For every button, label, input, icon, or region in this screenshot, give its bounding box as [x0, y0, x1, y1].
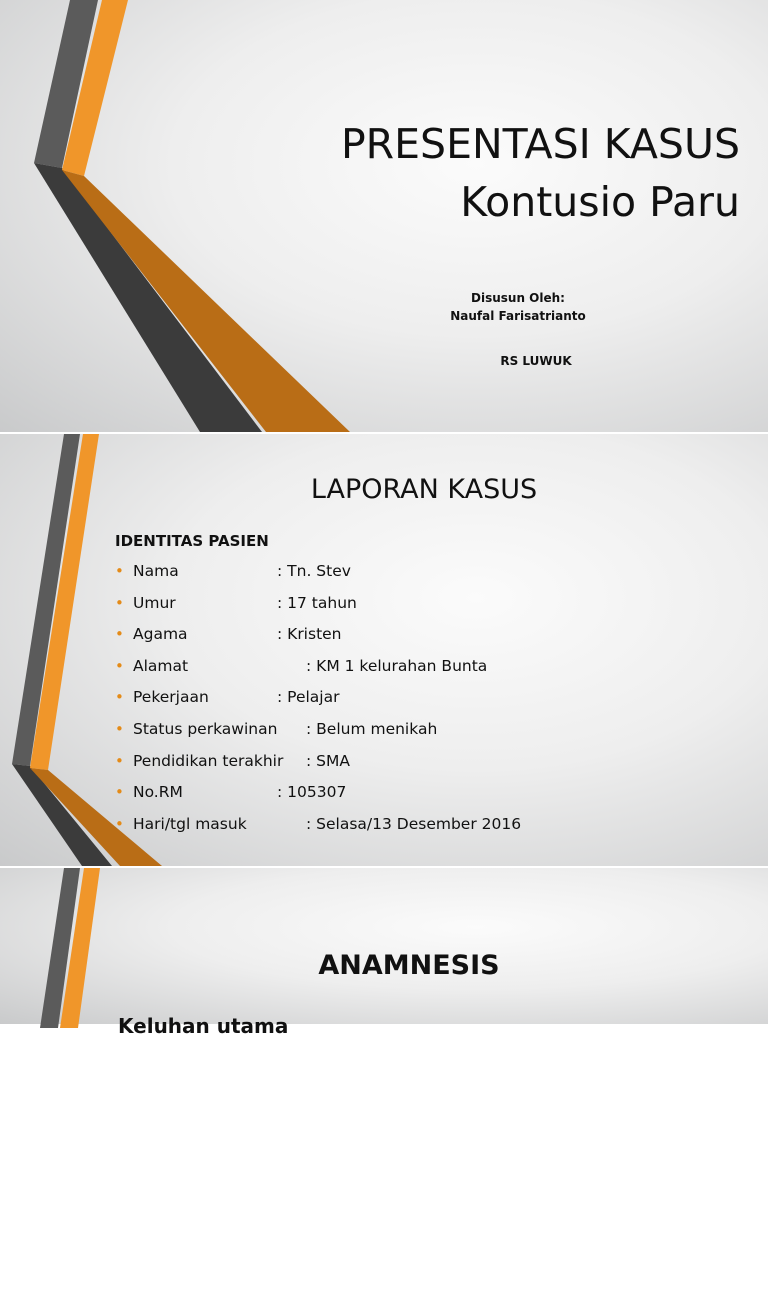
- item-value: : Belum menikah: [306, 719, 438, 738]
- bullet-icon: •: [115, 656, 124, 675]
- bullet-icon: •: [115, 562, 124, 580]
- list-item: [115, 657, 521, 689]
- list-item: [115, 625, 521, 657]
- slide-anamnesis: [0, 868, 768, 1038]
- list-item: [115, 783, 521, 815]
- list-item: [115, 720, 521, 752]
- bullet-icon: •: [115, 751, 124, 770]
- item-value: : 105307: [277, 783, 347, 802]
- author-name: Naufal Farisatrianto: [450, 309, 586, 323]
- slide-title: [0, 0, 768, 432]
- list-item: [115, 562, 521, 594]
- bullet-icon: •: [115, 688, 124, 707]
- item-label: Nama: [133, 562, 179, 580]
- item-value: : Tn. Stev: [277, 562, 351, 580]
- item-label: Hari/tgl masuk: [133, 814, 247, 833]
- item-value: : Selasa/13 Desember 2016: [306, 814, 522, 833]
- item-label: Agama: [133, 625, 188, 644]
- item-label: No.RM: [133, 783, 183, 802]
- author-label: Disusun Oleh:: [471, 291, 565, 305]
- presentation-subtitle: Kontusio Paru: [460, 178, 740, 226]
- slide-heading: LAPORAN KASUS: [310, 474, 538, 505]
- bullet-icon: •: [115, 593, 124, 612]
- list-item: [115, 594, 521, 626]
- item-value: : SMA: [306, 751, 350, 770]
- item-value: : Kristen: [277, 625, 342, 644]
- item-label: Status perkawinan: [133, 719, 278, 738]
- bullet-icon: •: [115, 814, 124, 833]
- presentation-title: PRESENTASI KASUS: [340, 120, 740, 168]
- slide-decoration: [0, 868, 768, 1300]
- list-item: [115, 815, 521, 847]
- slide-heading: ANAMNESIS: [318, 950, 500, 981]
- bullet-icon: •: [115, 625, 124, 644]
- hospital-name: RS LUWUK: [500, 354, 572, 368]
- slide-body-text: Keluhan utama: [118, 1014, 289, 1038]
- list-item: [115, 752, 521, 784]
- slide-case-report: [0, 434, 768, 866]
- item-label: Umur: [133, 593, 176, 612]
- bullet-icon: •: [115, 783, 124, 802]
- bullet-icon: •: [115, 719, 124, 738]
- section-heading: IDENTITAS PASIEN: [115, 532, 269, 550]
- item-label: Alamat: [133, 656, 189, 675]
- item-value: : Pelajar: [277, 688, 340, 707]
- list-item: [115, 688, 521, 720]
- stripe-grey-lower: [34, 163, 262, 432]
- item-value: : 17 tahun: [277, 593, 357, 612]
- item-label: Pekerjaan: [133, 688, 209, 707]
- item-label: Pendidikan terakhir: [133, 751, 284, 770]
- patient-identity-list: [115, 562, 521, 846]
- item-value: : KM 1 kelurahan Bunta: [306, 656, 488, 675]
